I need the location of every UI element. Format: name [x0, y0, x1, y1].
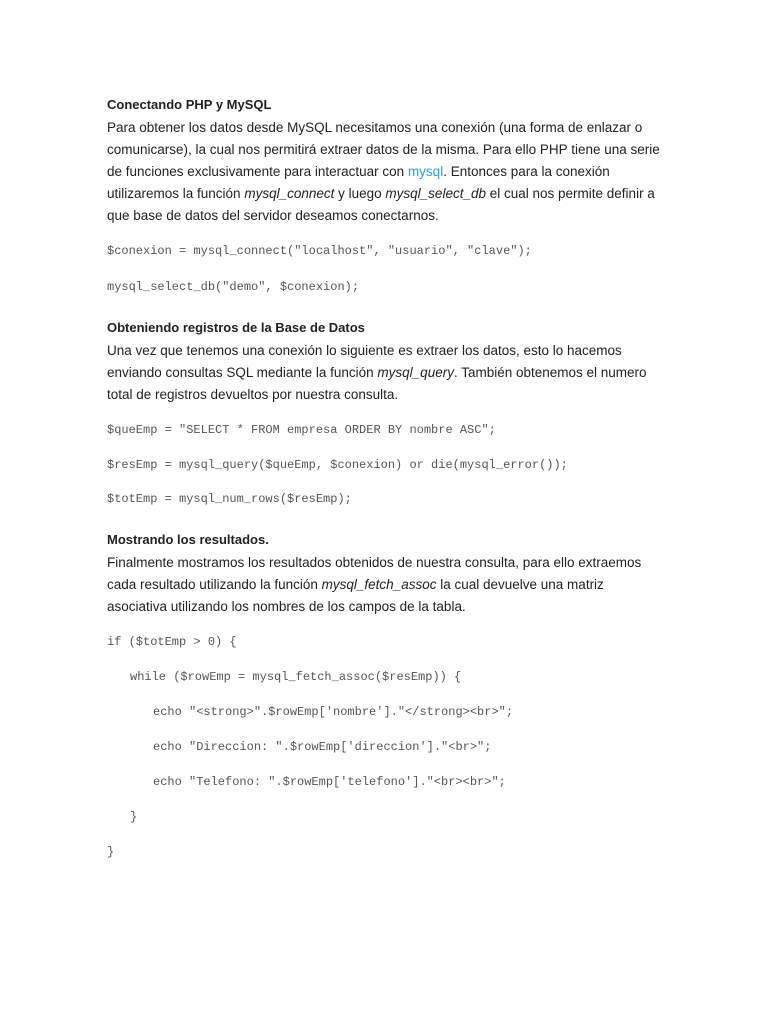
- code-line: $conexion = mysql_connect("localhost", "usuario", "clave");: [107, 244, 532, 258]
- function-name: mysql_select_db: [385, 186, 486, 201]
- paragraph-registros: [107, 340, 667, 406]
- code-line: mysql_select_db("demo", $conexion);: [107, 280, 360, 294]
- mysql-link[interactable]: mysql: [407, 164, 444, 179]
- paragraph-text: el cual nos permite definir a que base de datos del servidor deseamos conectarnos.: [107, 186, 655, 223]
- paragraph-text: y luego: [334, 186, 386, 201]
- code-line: $queEmp = "SELECT * FROM empresa ORDER BY nombre ASC";: [107, 423, 496, 437]
- function-name: mysql_connect: [244, 186, 335, 201]
- code-line: echo "Telefono: ".$rowEmp['telefono']."<br><br>";: [153, 775, 506, 789]
- code-line: }: [107, 845, 115, 859]
- code-line: if ($totEmp > 0) {: [107, 635, 237, 649]
- code-line: echo "Direccion: ".$rowEmp['direccion']."<br>";: [153, 740, 492, 754]
- paragraph-text: . También obtenemos el numero total de registros devueltos por nuestra consulta.: [107, 365, 647, 402]
- paragraph-text: . Entonces para la conexión utilizaremos la función: [107, 164, 610, 201]
- section-heading-mostrando: Mostrando los resultados.: [107, 532, 269, 547]
- paragraph-conexion: [107, 117, 667, 227]
- paragraph-text: Una vez que tenemos una conexión lo siguiente es extraer los datos, esto lo hacemos enviando consultas SQL mediante la función: [107, 343, 622, 380]
- function-name: mysql_query: [377, 365, 454, 380]
- code-line: echo "<strong>".$rowEmp['nombre']."</strong><br>";: [153, 705, 514, 719]
- code-line: $totEmp = mysql_num_rows($resEmp);: [107, 492, 352, 506]
- paragraph-text: Finalmente mostramos los resultados obtenidos de nuestra consulta, para ello extraemos cada resultado utilizando la función: [107, 555, 642, 592]
- code-line: }: [130, 810, 138, 824]
- code-line: while ($rowEmp = mysql_fetch_assoc($resEmp)) {: [130, 670, 462, 684]
- section-heading-conectando: Conectando PHP y MySQL: [107, 97, 272, 112]
- paragraph-resultados: [107, 552, 667, 618]
- function-name: mysql_fetch_assoc: [321, 577, 437, 592]
- code-line: $resEmp = mysql_query($queEmp, $conexion) or die(mysql_error());: [107, 458, 568, 472]
- paragraph-text: Para obtener los datos desde MySQL necesitamos una conexión (una forma de enlazar o comunicarse), la cual nos permitirá extraer datos de la misma. Para ello PHP tiene una serie de funciones exclusivamente para interactuar con: [107, 120, 660, 179]
- section-heading-obteniendo: Obteniendo registros de la Base de Datos: [107, 320, 365, 335]
- article-body: [107, 96, 667, 860]
- paragraph-text: la cual devuelve una matriz asociativa utilizando los nombres de los campos de la tabla.: [107, 577, 604, 614]
